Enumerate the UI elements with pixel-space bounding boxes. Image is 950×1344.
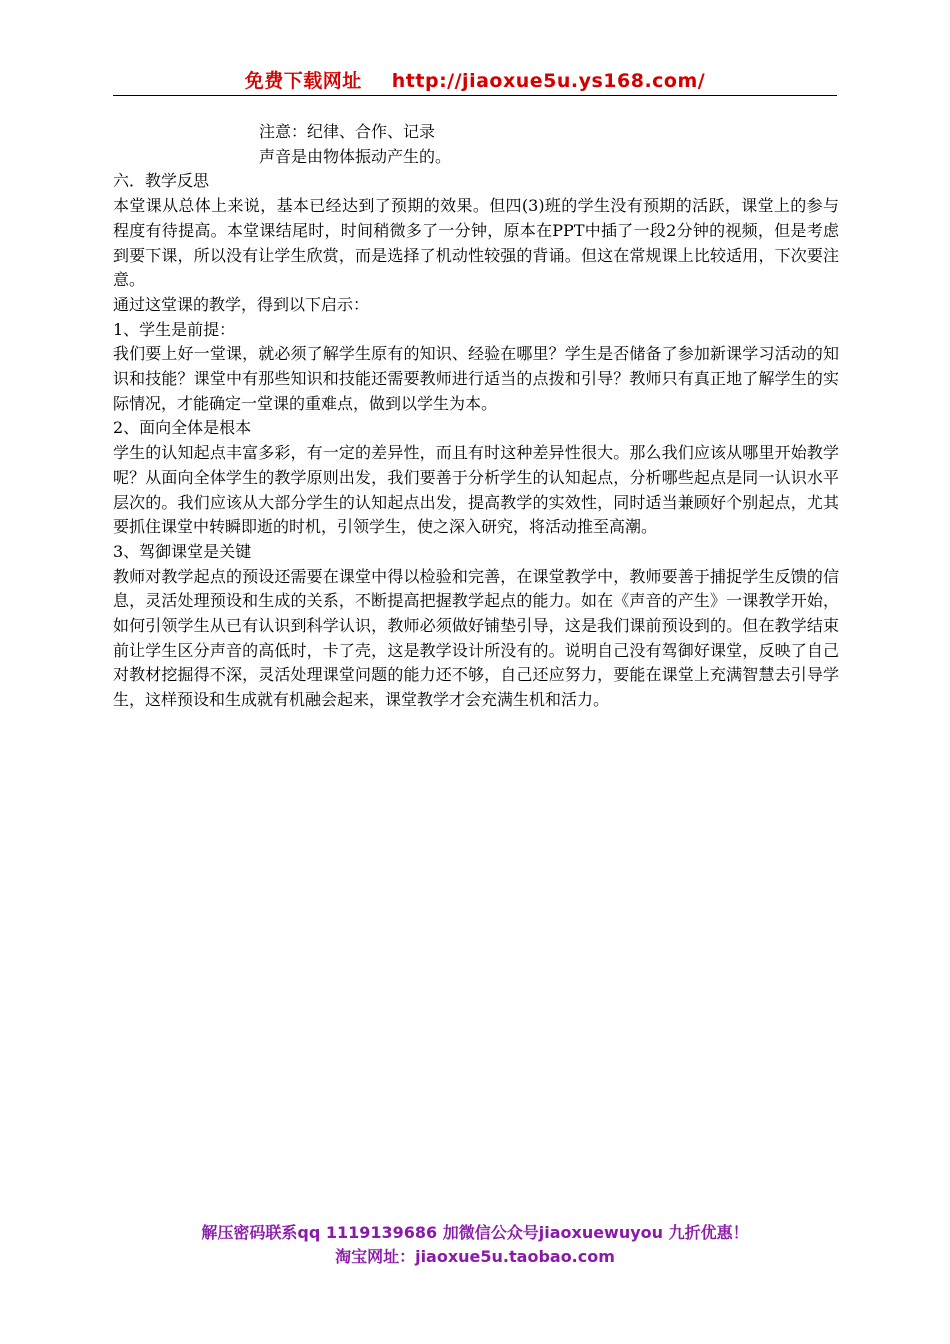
note-line: 注意：纪律、合作、记录 bbox=[259, 122, 436, 141]
subheading-students: 1、学生是前提： bbox=[113, 319, 236, 339]
conclusion-line: 声音是由物体振动产生的。 bbox=[259, 146, 452, 166]
header-divider bbox=[113, 95, 837, 96]
document-body bbox=[113, 120, 839, 713]
footer-taobao-link[interactable]: 淘宝网址：jiaoxue5u.taobao.com bbox=[335, 1247, 615, 1266]
page-header bbox=[113, 66, 837, 93]
section-heading-reflection: 六．教学反思 bbox=[113, 171, 210, 191]
subheading-classroom-control: 3、驾御课堂是关键 bbox=[113, 541, 252, 561]
header-url-link[interactable]: http://jiaoxue5u.ys168.com/ bbox=[391, 70, 706, 92]
subheading-whole-class: 2、面向全体是根本 bbox=[113, 418, 252, 438]
paragraph: 本堂课从总体上来说，基本已经达到了预期的效果。但四(3)班的学生没有预期的活跃，课堂上的参与程度有待提高。本堂课结尾时，时间稍微多了一分钟，原本在PPT中插了一段2分钟的视频，但是考虑到要下课，所以没有让学生欣赏，而是选择了机动性较强的背诵。但这在常规课上比较适用，下次要注意。 bbox=[113, 196, 839, 290]
paragraph: 教师对教学起点的预设还需要在课堂中得以检验和完善，在课堂教学中，教师要善于捕捉学生反馈的信息，灵活处理预设和生成的关系，不断提高把握教学起点的能力。如在《声音的产生》一课教学开始，如何引领学生从已有认识到科学认识，教师必须做好铺垫引导，这是我们课前预设到的。但在教学结束前让学生区分声音的高低时，卡了壳，这是教学设计所没有的。说明自己没有驾御好课堂，反映了自己对教材挖掘得不深，灵活处理课堂问题的能力还不够，自己还应努力，要能在课堂上充满智慧去引导学生，这样预设和生成就有机融会起来，课堂教学才会充满生机和活力。 bbox=[113, 566, 839, 710]
paragraph: 我们要上好一堂课，就必须了解学生原有的知识、经验在哪里？学生是否储备了参加新课学习活动的知识和技能？课堂中有那些知识和技能还需要教师进行适当的点拨和引导？教师只有真正地了解学生的实际情况，才能确定一堂课的重难点，做到以学生为本。 bbox=[113, 344, 839, 413]
paragraph: 学生的认知起点丰富多彩，有一定的差异性，而且有时这种差异性很大。那么我们应该从哪里开始教学呢？从面向全体学生的教学原则出发，我们要善于分析学生的认知起点，分析哪些起点是同一认识水平层次的。我们应该从大部分学生的认知起点出发，提高教学的实效性，同时适当兼顾好个别起点，尤其要抓住课堂中转瞬即逝的时机，引领学生，使之深入研究，将活动推至高潮。 bbox=[113, 443, 839, 537]
footer-contact: 解压密码联系qq 1119139686 加微信公众号jiaoxuewuyou 九折优惠！ bbox=[201, 1223, 749, 1242]
paragraph: 通过这堂课的教学，得到以下启示： bbox=[113, 294, 370, 314]
header-label: 免费下载网址 bbox=[244, 70, 362, 92]
